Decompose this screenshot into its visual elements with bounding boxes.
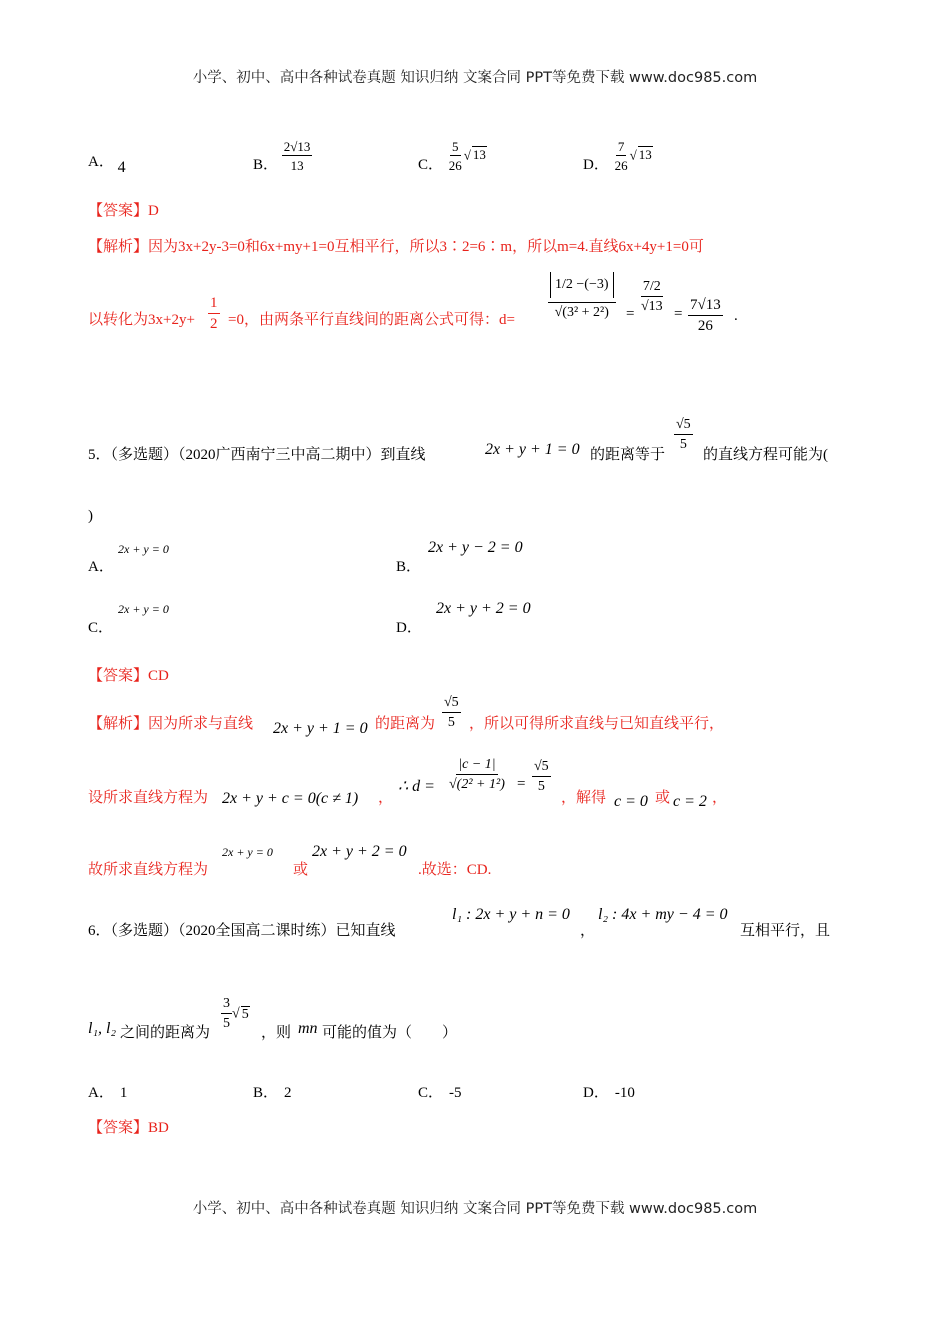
q6-option-a [88,1081,127,1102]
fraction-denominator: √13 [641,299,663,314]
q4-distance-fraction [548,272,616,320]
q5-analysis-2-sol1: c = 0 [614,793,648,810]
equals-sign: = [626,306,635,322]
option-fraction [613,140,630,172]
option-label: C． [418,157,444,174]
q5-analysis-2-or: 或 [655,790,671,806]
q6-lines-l1-l2: l₁, l₂ [88,1020,117,1037]
option-value: 2 [284,1085,292,1101]
q5-analysis-2-eq: 2x + y + c = 0(c ≠ 1) [222,790,359,807]
q5-stem-b: 的距离等于 [590,447,666,463]
q6-line1: l₁ : 2x + y + n = 0 [452,906,570,923]
option-label: A． [88,154,114,170]
fraction-denominator: 26 [614,158,628,173]
fraction-denominator: √(2² + 1²) [449,777,505,792]
fraction-numerator: 5 [452,139,459,154]
q5-answer: 【答案】CD [88,668,169,684]
root-radicand: 13 [472,147,486,163]
fraction-numerator: 7√13 [688,298,723,316]
fraction-denominator: √(3² + 2²) [554,305,609,320]
option-value: -10 [614,1085,635,1101]
q6-option-b [253,1081,292,1102]
q6-option-d [583,1081,635,1102]
fraction-numerator: √5 [532,760,551,777]
fraction-numerator: √5 [674,418,693,435]
q4-option-a [88,150,126,176]
q6-line2: l₂ : 4x + my − 4 = 0 [598,906,728,923]
option-value: -5 [449,1085,462,1101]
q6-answer: 【答案】BD [88,1120,169,1136]
q5-option-d-value: 2x + y + 2 = 0 [436,600,531,617]
fraction-numerator: |c − 1| [456,758,497,775]
option-label: A． [88,1085,114,1101]
q5-stem-c: 的直线方程可能为( [703,447,828,463]
q4-option-c [418,140,487,172]
q6-comma: ， [580,923,596,939]
fraction-numerator: 7/2 [641,280,663,297]
q5-analysis-1-line: 2x + y + 1 = 0 [273,720,368,737]
q5-stem-line: 2x + y + 1 = 0 [485,441,580,458]
q6-option-c [418,1081,462,1102]
q4-answer: 【答案】D [88,203,159,219]
q4-analysis-line1: 【解析】因为3x+2y-3=0和6x+my+1=0互相平行，所以3∶2=6∶m，所以m=4.直线6x+4y+1=0可 [88,239,704,255]
q6-line2-c: ，则 [261,1025,292,1041]
equals-sign: = [674,306,683,322]
option-label: D． [583,157,609,174]
q6-line2-b: 之间的距离为 [120,1025,211,1041]
q5-stem-close: ) [88,508,93,524]
option-label: C． [418,1085,444,1101]
fraction-denominator: 13 [290,158,304,173]
q4-analysis-line2-a: 以转化为3x+2y+ [88,312,195,328]
fraction-numerator: 1 [208,296,220,314]
option-label: B． [253,1085,279,1101]
q5-analysis-3-eq1: 2x + y = 0 [222,845,273,859]
q6-distance [221,997,250,1031]
q5-option-a-value: 2x + y = 0 [118,542,169,556]
q4-mid-fraction [639,280,665,314]
q6-stem-b: 互相平行，且 [740,923,831,939]
fraction-denominator: 5 [447,715,455,730]
q5-option-d-label: D． [396,620,422,636]
q5-stem-a: 5．（多选题）（2020广西南宁三中高二期中）到直线 [88,447,426,463]
fraction-denominator: 5 [223,1016,230,1031]
q5-analysis-3-end: .故选：CD. [418,862,492,878]
q5-option-b-value: 2x + y − 2 = 0 [428,539,523,556]
q5-analysis-1a: 【解析】因为所求与直线 [88,716,254,732]
q5-analysis-2a: 设所求直线方程为 [88,790,209,806]
q5-analysis-3-or: 或 [293,862,309,878]
q5-option-c-value: 2x + y = 0 [118,602,169,616]
option-value: 1 [119,1085,128,1101]
option-label: B． [253,157,279,174]
q5-stem-fraction [674,418,693,452]
page-footer: 小学、初中、高中各种试卷真题 知识归纳 文案合同 PPT等免费下载 www.doc985.com [192,1201,758,1217]
fraction-numerator: 3 [221,997,232,1014]
q5-analysis-2-fraction [447,758,507,792]
fraction-denominator: 26 [448,158,462,173]
q6-line2-d: 可能的值为（ ） [322,1025,458,1041]
q4-result-fraction [688,298,723,334]
q4-half-fraction [208,296,220,332]
q5-analysis-1b: 的距离为 [375,716,436,732]
q5-analysis-1c: ，所以可得所求直线与已知直线平行， [469,716,725,732]
q5-analysis-3-eq2: 2x + y + 2 = 0 [312,843,407,860]
q5-analysis-2-equals: = [517,776,526,792]
fraction-numerator: √5 [442,696,461,713]
fraction-denominator: 5 [537,779,545,794]
option-value: 4 [117,159,126,176]
q5-analysis-3a: 故所求直线方程为 [88,862,209,878]
fraction-denominator: 5 [679,437,687,452]
q6-stem-a: 6．（多选题）（2020全国高二课时练）已知直线 [88,923,396,939]
q5-option-b-label: B． [396,559,422,575]
fraction-numerator: 7 [617,139,625,154]
option-label: D． [583,1085,609,1101]
fraction-denominator: 2 [210,316,218,332]
root-radicand: 5 [241,1006,249,1022]
root-sign: √ [629,147,637,163]
q5-option-c-label: C． [88,620,114,636]
option-fraction [282,140,313,172]
q4-option-d [583,140,653,172]
q5-analysis-2b: ， [378,790,394,806]
fraction-numerator: 2√13 [283,139,311,154]
q5-analysis-2-fraction2 [532,760,551,794]
page-header: 小学、初中、高中各种试卷真题 知识归纳 文案合同 PPT等免费下载 www.doc985.com [192,70,758,86]
period: . [734,308,738,324]
fraction-denominator: 26 [697,318,713,334]
q5-analysis-1-fraction [442,696,461,730]
option-fraction [447,140,464,172]
q4-analysis-line2-b: =0，由两条平行直线间的距离公式可得：d= [228,312,515,328]
root-radicand: 13 [638,147,652,163]
q5-analysis-2c: ，解得 [561,790,607,806]
fraction-numerator: 1/2 −(−3) [548,272,616,303]
q4-option-b [253,140,312,172]
q6-mn: mn [298,1020,318,1037]
root-sign: √ [232,1006,240,1022]
q5-analysis-2-sol2: c = 2 [673,793,707,810]
root-sign: √ [463,147,471,163]
q5-option-a-label: A． [88,559,114,575]
q5-analysis-2-end: ， [712,790,728,806]
q5-analysis-2-therefore: ∴ d = [398,778,435,795]
